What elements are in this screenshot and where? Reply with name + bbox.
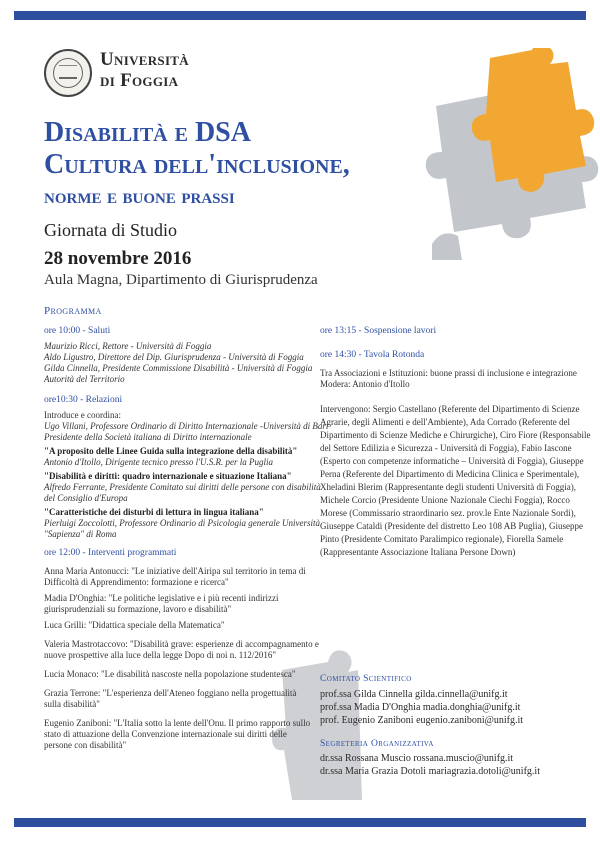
program-line: Aldo Ligustro, Direttore del Dip. Giurisprudenza - Università di Foggia xyxy=(44,352,304,362)
event-type: Giornata di Studio xyxy=(44,220,177,240)
program-line: del Settore Edilizia e Sicurezza - Università di Foggia), Fabio Iascone xyxy=(320,443,572,453)
talk-speaker: Antonio d'Itollo, Dirigente tecnico presso l'U.S.R. per la Puglia xyxy=(44,457,273,467)
program-line: nuove prospettive alla luce della legge Dopo di noi n. 112/2016" xyxy=(44,650,277,660)
program-line: Anna Maria Antonucci: "Le iniziative dell'Airipa sul territorio in tema di xyxy=(44,566,306,576)
program-line: Tra Associazioni e Istituzioni: buone prassi di inclusione e integrazione xyxy=(320,368,577,378)
committee-member: prof.ssa Madia D'Onghia madia.donghia@unifg.it xyxy=(320,702,521,713)
program-line: Agrarie, degli Alimenti e dell'Ambiente), Ada Corrado (Referente del xyxy=(320,417,571,427)
bottom-decorative-bar xyxy=(14,818,586,827)
committee-heading: Comitato Scientifico xyxy=(320,674,412,684)
program-line: Eugenio Zaniboni: "L'Italia sotto la lente dell'Onu. Il primo rapporto sullo xyxy=(44,718,311,728)
program-line: Dipartimento di Scienze Mediche e Chirurgiche), Ciro Fiore (Responsabile xyxy=(320,430,591,440)
talk-title: "A proposito delle Linee Guida sulla integrazione della disabilità" xyxy=(44,446,298,456)
secretariat-member: dr.ssa Rossana Muscio rossana.muscio@unifg.it xyxy=(320,753,514,764)
talk-speaker: del Consiglio d'Europa xyxy=(44,493,128,503)
university-name-line1: Università xyxy=(100,49,189,70)
event-place: Aula Magna, Dipartimento di Giurisprudenza xyxy=(44,272,318,288)
section-sospensione-heading: ore 13:15 - Sospensione lavori xyxy=(320,326,437,336)
program-line: Valeria Mastrotaccovo: "Disabilità grave: esperienze di accompagnamento e xyxy=(44,639,319,649)
program-line: Morese (Commissario straordinario sez. prov.le Ente Nazionale Sordi), xyxy=(320,508,576,518)
program-line: Perna (Referente del Dipartimento di Medicina Clinica e Sperimentale), xyxy=(320,469,580,479)
program-line: Michele Corcio (Presidente Unione Nazionale Ciechi Foggia), Rocco xyxy=(320,495,570,505)
program-line: Madia D'Onghia: "Le politiche legislative e i più recenti indirizzi xyxy=(44,593,279,603)
main-title-line3: norme e buone prassi xyxy=(44,183,235,208)
committee-member: prof. Eugenio Zaniboni eugenio.zaniboni@unifg.it xyxy=(320,715,524,726)
event-date: 28 novembre 2016 xyxy=(44,248,192,269)
section-relazioni-heading: ore10:30 - Relazioni xyxy=(44,395,123,405)
program-line: stato di attuazione della Convenzione internazionale sui diritti delle xyxy=(44,729,287,739)
program-line: Modera: Antonio d'Itollo xyxy=(320,379,410,389)
program-heading: Programma xyxy=(44,305,102,317)
program-line: (Rappresentante Associazione Italiana Persone Down) xyxy=(320,547,516,557)
program-line: Difficoltà di Apprendimento: formazione e ricerca" xyxy=(44,577,229,587)
program-line: sulla disabilità" xyxy=(44,699,100,709)
program-line: Ugo Villani, Professore Ordinario di Diritto Internazionale -Università di Bari xyxy=(44,421,329,431)
main-title-line2: Cultura dell'inclusione, xyxy=(44,149,350,180)
program-line: Luca Grilli: "Didattica speciale della Matematica" xyxy=(44,620,225,630)
committee-member: prof.ssa Gilda Cinnella gilda.cinnella@unifg.it xyxy=(320,689,508,700)
section-interventi-heading: ore 12:00 - Interventi programmati xyxy=(44,548,177,558)
talk-title: "Caratteristiche dei disturbi di lettura in lingua italiana" xyxy=(44,507,264,517)
section-tavola-heading: ore 14:30 - Tavola Rotonda xyxy=(320,350,425,360)
university-seal-icon xyxy=(44,49,92,97)
talk-speaker: Alfredo Ferrante, Presidente Comitato sui diritti delle persone con disabilità xyxy=(44,482,321,492)
top-decorative-bar xyxy=(14,11,586,20)
secretariat-heading: Segreteria Organizzativa xyxy=(320,739,434,749)
program-line: Intervengono: Sergio Castellano (Referente del Dipartimento di Scienze xyxy=(320,404,580,414)
program-line: Introduce e coordina: xyxy=(44,410,121,420)
puzzle-piece-icon xyxy=(372,48,600,260)
program-line: Grazia Terrone: "L'esperienza dell'Ateneo foggiano nella progettualità xyxy=(44,688,297,698)
program-line: Presidente della Società italiana di Diritto internazionale xyxy=(44,432,252,442)
program-line: (Esperto con competenze informatiche – Università di Foggia), Giuseppe xyxy=(320,456,584,466)
program-line: Giuseppe Cataldi (Presidente del distretto Leo 108 AB Puglia), Giuseppe xyxy=(320,521,583,531)
program-line: Pinto (Presidente Comitato Paralimpico regionale), Fiorella Samele xyxy=(320,534,564,544)
program-line: Lucia Monaco: "Le disabilità nascoste nella popolazione studentesca" xyxy=(44,669,296,679)
university-name xyxy=(100,49,189,91)
program-line: Maurizio Ricci, Rettore - Università di Foggia xyxy=(44,341,212,351)
main-title-line1: Disabilità e DSA xyxy=(44,117,251,148)
secretariat-member: dr.ssa Maria Grazia Dotoli mariagrazia.dotoli@unifg.it xyxy=(320,766,540,777)
university-name-line2: di Foggia xyxy=(100,70,179,91)
talk-title: "Disabilità e diritti: quadro internazionale e situazione Italiana" xyxy=(44,471,292,481)
talk-speaker: "Sapienza" di Roma xyxy=(44,529,117,539)
program-line: Xheladini Blerim (Rappresentante degli studenti Università di Foggia), xyxy=(320,482,576,492)
program-line: giurisprudenziali su formazione, lavoro e disabilità" xyxy=(44,604,232,614)
program-line: Gilda Cinnella, Presidente Commissione Disabilità - Università di Foggia xyxy=(44,363,313,373)
talk-speaker: Pierluigi Zoccolotti, Professore Ordinario di Psicologia generale Università xyxy=(44,518,320,528)
program-line: Autorità del Territorio xyxy=(44,374,125,384)
section-saluti-heading: ore 10:00 - Saluti xyxy=(44,326,111,336)
program-line: persone con disabilità" xyxy=(44,740,127,750)
